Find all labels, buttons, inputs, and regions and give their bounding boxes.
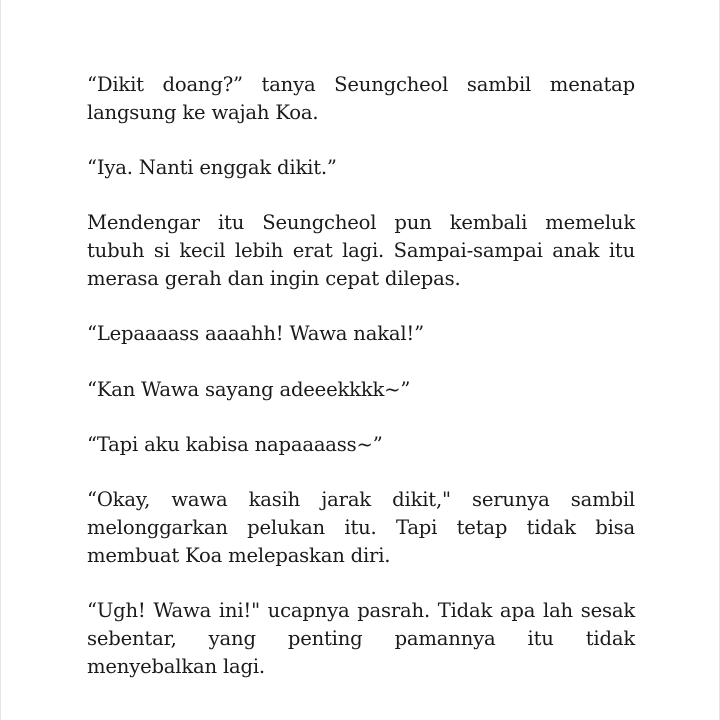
paragraph: “Iya. Nanti enggak dikit.” bbox=[87, 156, 337, 180]
paragraph: “Ugh! Wawa ini!" ucapnya pasrah. Tidak apa lah sesak sebentar, yang penting pamannya itu tidak menyebalkan lagi. bbox=[87, 599, 635, 678]
story-text bbox=[87, 71, 635, 680]
paragraph: “Lepaaaass aaaahh! Wawa nakal!” bbox=[87, 322, 424, 346]
paragraph: “Kan Wawa sayang adeeekkkk~” bbox=[87, 377, 411, 401]
paragraph: “Dikit doang?” tanya Seungcheol sambil menatap langsung ke wajah Koa. bbox=[87, 73, 635, 124]
paragraph: “Tapi aku kabisa napaaaass~” bbox=[87, 433, 383, 457]
paragraph: Mendengar itu Seungcheol pun kembali memeluk tubuh si kecil lebih erat lagi. Sampai-sampai anak itu merasa gerah dan ingin cepat dilepas. bbox=[87, 211, 635, 290]
paragraph: “Okay, wawa kasih jarak dikit," serunya sambil melonggarkan pelukan itu. Tapi tetap tidak bisa membuat Koa melepaskan diri. bbox=[87, 488, 635, 567]
